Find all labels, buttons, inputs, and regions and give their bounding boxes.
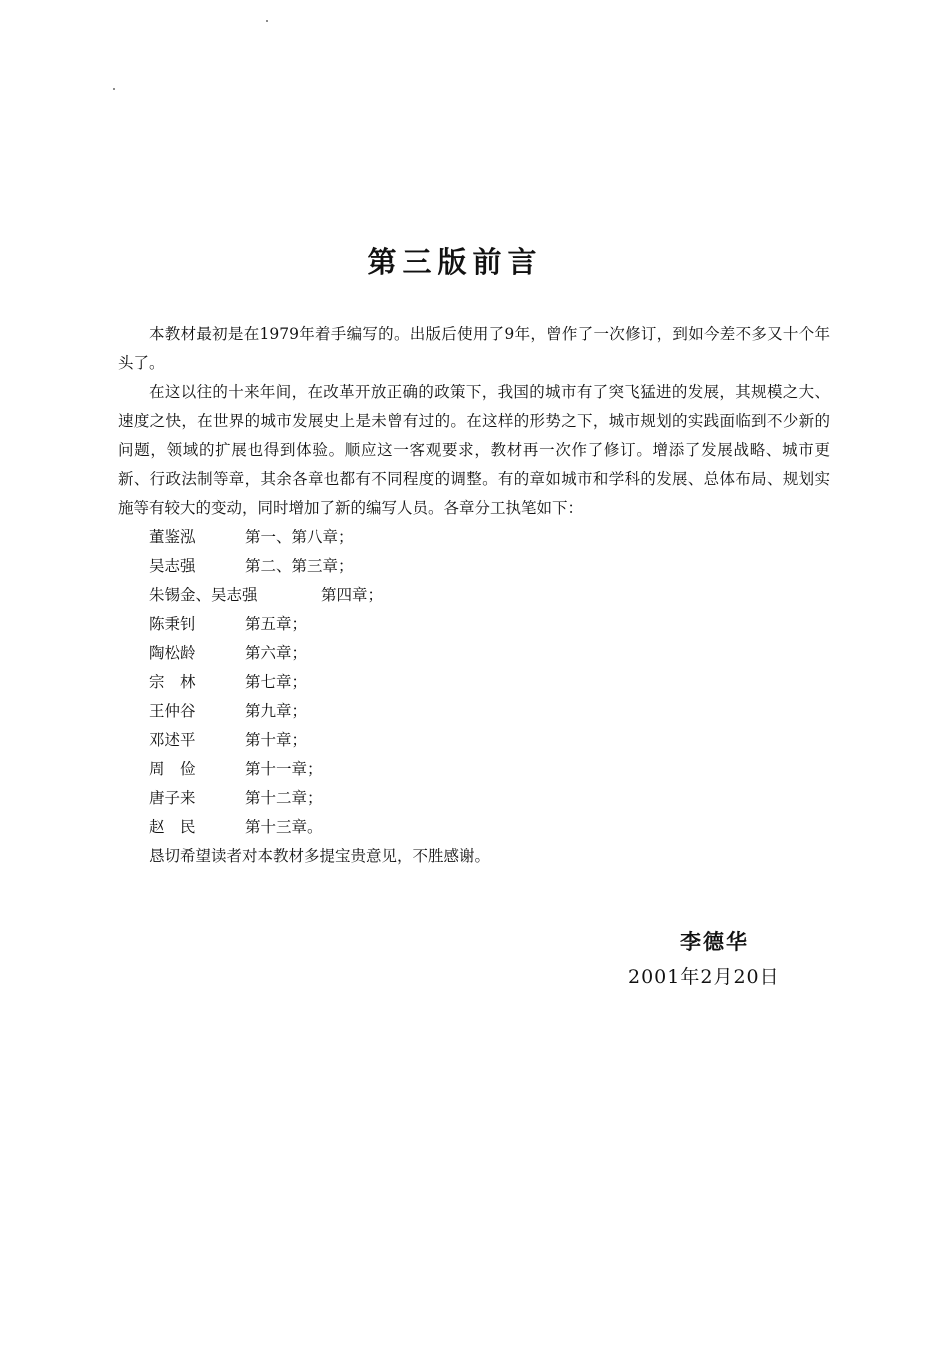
author-name: 吴志强 (149, 557, 196, 575)
roster-item (149, 552, 830, 581)
author-signature: 李德华 (680, 929, 749, 954)
roster-item (149, 581, 830, 610)
author-chapters: 第七章； (245, 673, 308, 691)
author-name: 朱锡金、吴志强 (149, 586, 258, 604)
author-chapters: 第十一章； (245, 760, 323, 778)
closing-remark: 恳切希望读者对本教材多提宝贵意见，不胜感谢。 (149, 847, 491, 865)
roster-item (149, 610, 830, 639)
author-name: 王仲谷 (149, 702, 196, 720)
author-name: 周 俭 (149, 760, 196, 778)
author-chapters: 第十章； (245, 731, 308, 749)
roster-item (149, 639, 830, 668)
author-name: 陈秉钊 (149, 615, 196, 633)
author-name: 唐子来 (149, 789, 196, 807)
roster-item (149, 523, 830, 552)
roster-item (149, 813, 830, 842)
author-name: 董鉴泓 (149, 528, 196, 546)
author-name: 赵 民 (149, 818, 196, 836)
author-chapters: 第十二章； (245, 789, 323, 807)
paragraph: 在这以往的十来年间，在改革开放正确的政策下，我国的城市有了突飞猛进的发展，其规模之大、速度之快，在世界的城市发展史上是未曾有过的。在这样的形势之下，城市规划的实践面临到不少新的问题，领域的扩展也得到体验。顺应这一客观要求，教材再一次作了修订。增添了发展战略、城市更新、行政法制等章，其余各章也都有不同程度的调整。有的章如城市和学科的发展、总体布局、规划实施等有较大的变动，同时增加了新的编写人员。各章分工执笔如下： (118, 383, 830, 517)
preface-body (118, 320, 830, 871)
scan-speck (113, 88, 115, 90)
author-chapters: 第五章； (245, 615, 308, 633)
roster-item (149, 668, 830, 697)
roster-item (149, 784, 830, 813)
scan-speck (266, 20, 268, 22)
roster-item (149, 726, 830, 755)
signature-date: 2001年2月20日 (628, 966, 780, 988)
author-roster (118, 523, 830, 842)
paragraph: 本教材最初是在1979年着手编写的。出版后使用了9年，曾作了一次修订，到如今差不多又十个年头了。 (118, 325, 830, 372)
roster-item (149, 697, 830, 726)
author-name: 邓述平 (149, 731, 196, 749)
author-chapters: 第六章； (245, 644, 308, 662)
author-chapters: 第九章； (245, 702, 308, 720)
author-name: 宗 林 (149, 673, 196, 691)
author-chapters: 第二、第三章； (245, 557, 354, 575)
roster-item (149, 755, 830, 784)
author-chapters: 第一、第八章； (245, 528, 354, 546)
document-title: 第三版前言 (367, 245, 543, 279)
author-chapters: 第十三章。 (245, 818, 323, 836)
author-name: 陶松龄 (149, 644, 196, 662)
author-chapters: 第四章； (321, 586, 384, 604)
